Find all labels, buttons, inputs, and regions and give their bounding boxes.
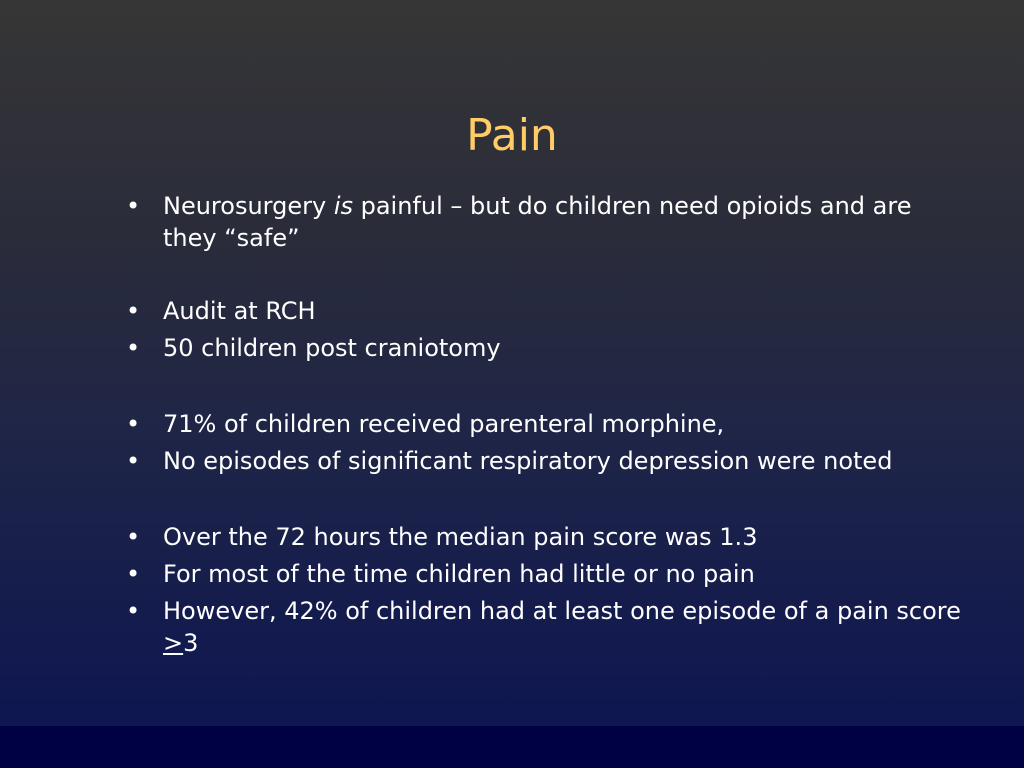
- bullet-text: For most of the time children had little or no pain: [163, 560, 755, 588]
- bullet-icon: •: [126, 523, 141, 551]
- bullet-icon: •: [126, 560, 141, 588]
- list-item: [126, 190, 966, 254]
- bullet-text-part: 3: [183, 629, 199, 657]
- bullet-icon: •: [126, 410, 141, 438]
- slide-title: Pain: [466, 110, 558, 161]
- bullet-text: 71% of children received parenteral morphine,: [163, 410, 725, 438]
- bullet-icon: •: [126, 447, 141, 475]
- bullet-text-part: However, 42% of children had at least one episode of a pain score: [163, 597, 961, 625]
- list-item: [126, 558, 966, 590]
- bullet-text-part: Neurosurgery: [163, 192, 334, 220]
- list-item: [126, 332, 966, 364]
- bullet-text: 50 children post craniotomy: [163, 334, 501, 362]
- list-item: [126, 295, 966, 327]
- bullet-icon: •: [126, 297, 141, 325]
- footer-band: [0, 726, 1024, 768]
- bullet-icon: •: [126, 597, 141, 625]
- bullet-icon: •: [126, 334, 141, 362]
- underlined-text: >: [163, 629, 184, 657]
- list-item: [126, 408, 966, 440]
- list-item: [126, 521, 966, 553]
- list-item: [126, 595, 966, 659]
- bullet-icon: •: [126, 192, 141, 220]
- emphasis-text: is: [333, 192, 353, 220]
- bullet-text: Audit at RCH: [163, 297, 316, 325]
- bullet-text-part: painful – but do children need opioids and are they “safe”: [163, 192, 912, 252]
- bullet-text: [163, 595, 966, 659]
- bullet-text: Over the 72 hours the median pain score was 1.3: [163, 523, 758, 551]
- list-item: [126, 445, 966, 477]
- bullet-text: No episodes of significant respiratory depression were noted: [163, 447, 893, 475]
- bullet-text: [163, 190, 966, 254]
